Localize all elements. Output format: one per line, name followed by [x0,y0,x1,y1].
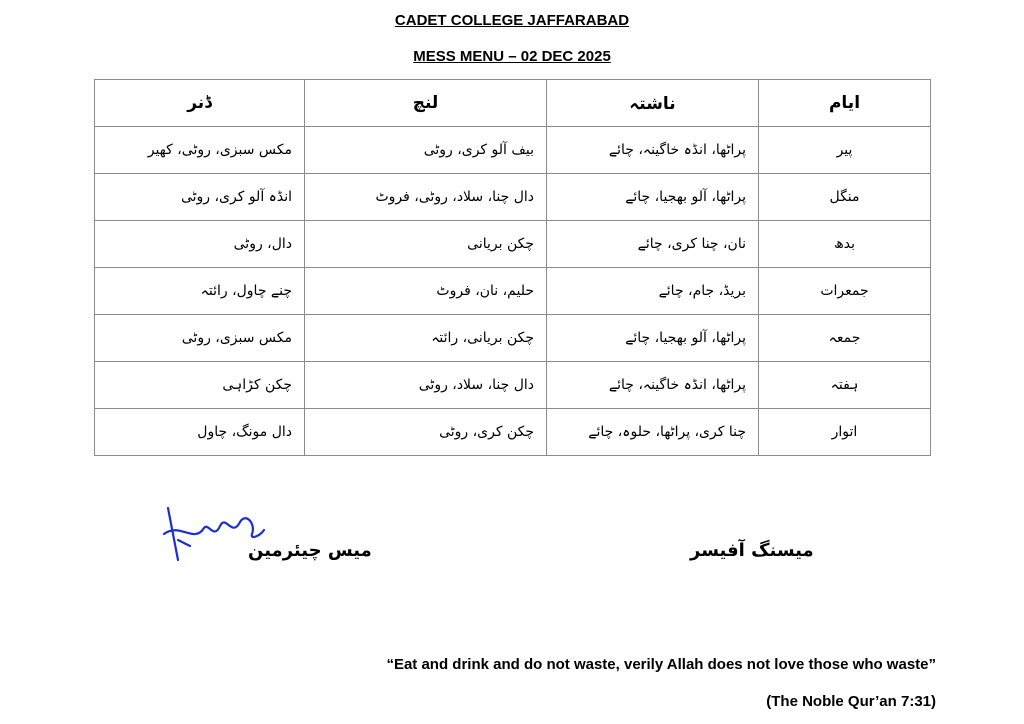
dinner-cell: چنے چاول، رائتہ [95,268,305,315]
header-days: ایام [759,80,931,127]
day-cell: پیر [759,127,931,174]
table-row [95,221,931,268]
day-cell: بدھ [759,221,931,268]
lunch-cell: چکن کری، روٹی [305,409,547,456]
quran-quote: “Eat and drink and do not waste, verily Allah does not love those who waste” [386,656,936,673]
day-cell: جمعہ [759,315,931,362]
breakfast-cell: پراٹھا، انڈہ خاگینہ، چائے [547,127,759,174]
breakfast-cell: پراٹھا، آلو بھجیا، چائے [547,315,759,362]
breakfast-cell: نان، چنا کری، چائے [547,221,759,268]
header-lunch: لنچ [305,80,547,127]
table-row [95,127,931,174]
dinner-cell: مکس سبزی، روٹی [95,315,305,362]
table-row [95,362,931,409]
lunch-cell: دال چنا، سلاد، روٹی، فروٹ [305,174,547,221]
header-breakfast: ناشتہ [547,80,759,127]
dinner-cell: مکس سبزی، روٹی، کھیر [95,127,305,174]
dinner-cell: انڈہ آلو کری، روٹی [95,174,305,221]
table-header-row [95,80,931,127]
table-row [95,174,931,221]
table-row [95,268,931,315]
day-cell: جمعرات [759,268,931,315]
dinner-cell: دال مونگ، چاول [95,409,305,456]
quote-reference: (The Noble Qur’an 7:31) [766,693,936,710]
breakfast-cell: بریڈ، جام، چائے [547,268,759,315]
day-cell: منگل [759,174,931,221]
day-cell: اتوار [759,409,931,456]
messing-officer-label: میسنگ آفیسر [690,540,814,561]
table-row [95,409,931,456]
dinner-cell: چکن کڑاہی [95,362,305,409]
dinner-cell: دال، روٹی [95,221,305,268]
breakfast-cell: پراٹھا، انڈہ خاگینہ، چائے [547,362,759,409]
header-dinner: ڈنر [95,80,305,127]
menu-title: MESS MENU – 02 DEC 2025 [413,48,611,65]
lunch-cell: حلیم، نان، فروٹ [305,268,547,315]
day-cell: ہفتہ [759,362,931,409]
mess-menu-table [94,79,931,456]
lunch-cell: دال چنا، سلاد، روٹی [305,362,547,409]
lunch-cell: چکن بریانی، رائتہ [305,315,547,362]
table-row [95,315,931,362]
college-title: CADET COLLEGE JAFFARABAD [394,12,630,29]
breakfast-cell: چنا کری، پراٹھا، حلوہ، چائے [547,409,759,456]
lunch-cell: چکن بریانی [305,221,547,268]
mess-chairman-label: میس چیئرمین [248,540,372,561]
breakfast-cell: پراٹھا، آلو بھجیا، چائے [547,174,759,221]
lunch-cell: بیف آلو کری، روٹی [305,127,547,174]
